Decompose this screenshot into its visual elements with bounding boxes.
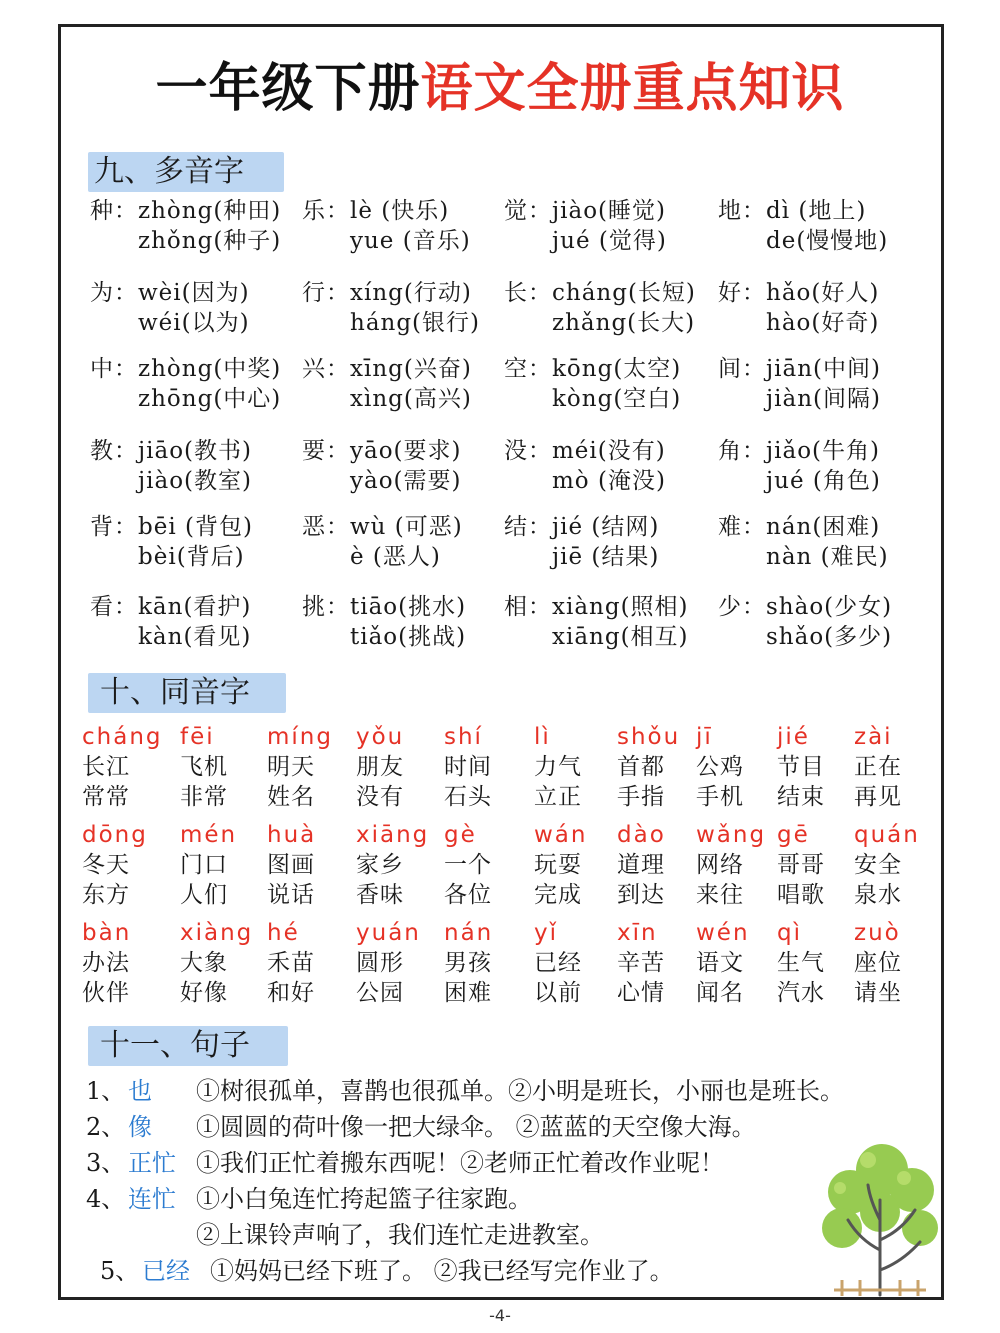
homophone-column: [356, 820, 440, 910]
section-heading-sentences: 十一、句子: [88, 1026, 288, 1066]
polyphone-colon: ：: [114, 514, 137, 540]
homophone-word-2: 立正: [534, 784, 582, 810]
homophone-column: [82, 722, 166, 812]
homophone-word-1: 明天: [267, 754, 315, 780]
homophone-column: [444, 722, 528, 812]
homophone-pinyin: shǒu: [617, 724, 681, 750]
homophone-column: [356, 918, 440, 1008]
homophone-pinyin: yuán: [356, 920, 421, 946]
homophone-column: [534, 722, 618, 812]
polyphone-colon: ：: [528, 356, 551, 382]
homophone-word-2: 常常: [82, 784, 130, 810]
homophone-word-2: 心情: [617, 980, 665, 1006]
sentence-text: ①小白兔连忙挎起篮子往家跑。: [196, 1185, 532, 1213]
polyphone-colon: ：: [742, 514, 765, 540]
polyphone-char: 相: [504, 594, 527, 620]
polyphone-char: 觉: [504, 198, 527, 224]
homophone-word-1: 一个: [444, 852, 492, 878]
sentence-keyword: 像: [128, 1113, 152, 1141]
polyphone-char: 乐: [302, 198, 325, 224]
polyphone-reading-1: kōng(太空): [552, 356, 682, 382]
homophone-word-1: 办法: [82, 950, 130, 976]
homophone-pinyin: dào: [617, 822, 666, 848]
homophone-word-2: 以前: [534, 980, 582, 1006]
polyphone-colon: ：: [326, 514, 349, 540]
sentence-number: 1、: [86, 1077, 126, 1105]
polyphone-reading-1: wù (可恶): [350, 514, 463, 540]
homophone-column: [534, 918, 618, 1008]
polyphone-reading-2: kòng(空白): [552, 386, 682, 412]
polyphone-colon: ：: [326, 280, 349, 306]
polyphone-colon: ：: [528, 198, 551, 224]
polyphone-reading-2: jué (角色): [766, 468, 881, 494]
homophone-pinyin: bàn: [82, 920, 132, 946]
homophone-pinyin: quán: [854, 822, 920, 848]
homophone-column: [696, 918, 780, 1008]
polyphone-char: 行: [302, 280, 325, 306]
homophone-pinyin: xiāng: [356, 822, 430, 848]
homophone-word-2: 手指: [617, 784, 665, 810]
sentence-keyword: 连忙: [128, 1185, 176, 1213]
polyphone-reading-1: jiāo(教书): [138, 438, 252, 464]
polyphone-reading-2: wéi(以为): [138, 310, 250, 336]
homophone-column: [696, 820, 780, 910]
sentence-text: ②上课铃声响了，我们连忙走进教室。: [196, 1221, 604, 1249]
homophone-pinyin: xīn: [617, 920, 658, 946]
homophone-word-2: 东方: [82, 882, 130, 908]
polyphone-reading-2: jiē (结果): [552, 544, 660, 570]
homophone-column: [854, 820, 938, 910]
homophone-pinyin: hé: [267, 920, 300, 946]
homophone-word-2: 再见: [854, 784, 902, 810]
polyphone-char: 教: [90, 438, 113, 464]
homophone-word-1: 大象: [180, 950, 228, 976]
sentence-text: ①圆圆的荷叶像一把大绿伞。 ②蓝蓝的天空像大海。: [196, 1113, 756, 1141]
homophone-column: [444, 820, 528, 910]
homophone-word-1: 时间: [444, 754, 492, 780]
sentence-text: ①树很孤单，喜鹊也很孤单。②小明是班长，小丽也是班长。: [196, 1077, 844, 1105]
homophone-column: [617, 722, 701, 812]
homophone-pinyin: wán: [534, 822, 588, 848]
homophone-column: [854, 722, 938, 812]
homophone-word-1: 长江: [82, 754, 130, 780]
homophone-pinyin: wǎng: [696, 822, 767, 848]
homophone-word-2: 各位: [444, 882, 492, 908]
polyphone-colon: ：: [114, 438, 137, 464]
polyphone-reading-1: xíng(行动): [350, 280, 472, 306]
polyphone-reading-1: jié (结网): [552, 514, 660, 540]
homophone-word-2: 香味: [356, 882, 404, 908]
sentence-number: 4、: [86, 1185, 126, 1213]
polyphone-reading-2: zhǎng(长大): [552, 310, 696, 336]
homophone-column: [696, 722, 780, 812]
homophone-pinyin: zuò: [854, 920, 901, 946]
polyphone-reading-1: cháng(长短): [552, 280, 696, 306]
polyphone-colon: ：: [326, 198, 349, 224]
homophone-word-1: 禾苗: [267, 950, 315, 976]
polyphone-row: [90, 592, 920, 656]
polyphone-reading-2: shǎo(多少): [766, 624, 893, 650]
homophone-word-2: 完成: [534, 882, 582, 908]
homophone-column: [617, 820, 701, 910]
polyphone-reading-2: jiào(教室): [138, 468, 252, 494]
polyphone-colon: ：: [528, 594, 551, 620]
homophone-column: [356, 722, 440, 812]
homophone-pinyin: qì: [777, 920, 802, 946]
polyphone-colon: ：: [742, 356, 765, 382]
polyphone-reading-2: háng(银行): [350, 310, 481, 336]
homophone-word-1: 安全: [854, 852, 902, 878]
homophone-word-1: 冬天: [82, 852, 130, 878]
sentence-number: 3、: [86, 1149, 126, 1177]
homophone-word-1: 正在: [854, 754, 902, 780]
homophone-word-2: 手机: [696, 784, 744, 810]
polyphone-char: 结: [504, 514, 527, 540]
homophone-column: [82, 918, 166, 1008]
homophone-word-1: 门口: [180, 852, 228, 878]
polyphone-reading-1: xiàng(照相): [552, 594, 689, 620]
polyphone-colon: ：: [742, 198, 765, 224]
polyphone-reading-1: méi(没有): [552, 438, 666, 464]
sentence-keyword: 正忙: [128, 1149, 176, 1177]
polyphone-reading-2: nàn (难民): [766, 544, 889, 570]
polyphone-colon: ：: [326, 438, 349, 464]
polyphone-reading-2: zhōng(中心): [138, 386, 282, 412]
tree-icon: [820, 1130, 940, 1300]
homophone-pinyin: cháng: [82, 724, 163, 750]
homophone-word-1: 玩耍: [534, 852, 582, 878]
title-red: 语文全册重点知识: [420, 59, 845, 119]
polyphone-reading-1: jiǎo(牛角): [766, 438, 880, 464]
homophone-pinyin: míng: [267, 724, 333, 750]
sentence-text: ①妈妈已经下班了。 ②我已经写完作业了。: [210, 1257, 674, 1285]
homophone-column: [82, 820, 166, 910]
homophone-word-2: 非常: [180, 784, 228, 810]
homophone-word-2: 伙伴: [82, 980, 130, 1006]
homophone-word-1: 男孩: [444, 950, 492, 976]
homophone-word-1: 辛苦: [617, 950, 665, 976]
polyphone-reading-1: jiān(中间): [766, 356, 881, 382]
polyphone-reading-1: zhòng(种田): [138, 198, 282, 224]
homophone-pinyin: xiàng: [180, 920, 254, 946]
polyphone-reading-1: jiào(睡觉): [552, 198, 666, 224]
homophone-block: [82, 918, 922, 1014]
homophone-pinyin: yǐ: [534, 920, 559, 946]
homophone-pinyin: yǒu: [356, 724, 405, 750]
polyphone-colon: ：: [326, 594, 349, 620]
homophone-pinyin: jī: [696, 724, 713, 750]
sentence-keyword: 已经: [142, 1257, 190, 1285]
polyphone-reading-1: tiāo(挑水): [350, 594, 467, 620]
polyphone-char: 没: [504, 438, 527, 464]
polyphone-reading-2: bèi(背后): [138, 544, 245, 570]
polyphone-char: 兴: [302, 356, 325, 382]
polyphone-char: 种: [90, 198, 113, 224]
polyphone-reading-2: jiàn(间隔): [766, 386, 881, 412]
homophone-pinyin: huà: [267, 822, 317, 848]
homophone-word-1: 网络: [696, 852, 744, 878]
polyphone-colon: ：: [742, 280, 765, 306]
homophone-word-1: 朋友: [356, 754, 404, 780]
homophone-column: [854, 918, 938, 1008]
polyphone-reading-1: wèi(因为): [138, 280, 250, 306]
homophone-word-1: 节目: [777, 754, 825, 780]
polyphone-char: 难: [718, 514, 741, 540]
polyphone-reading-1: kān(看护): [138, 594, 252, 620]
polyphone-row: [90, 196, 920, 260]
homophone-word-1: 图画: [267, 852, 315, 878]
polyphone-colon: ：: [528, 280, 551, 306]
polyphone-char: 空: [504, 356, 527, 382]
polyphone-reading-1: shào(少女): [766, 594, 893, 620]
polyphone-reading-2: kàn(看见): [138, 624, 252, 650]
polyphone-char: 地: [718, 198, 741, 224]
homophone-column: [267, 918, 351, 1008]
polyphone-colon: ：: [742, 438, 765, 464]
polyphone-reading-1: nán(困难): [766, 514, 881, 540]
title-black: 一年级下册: [155, 59, 421, 119]
homophone-word-2: 姓名: [267, 784, 315, 810]
polyphone-reading-2: tiǎo(挑战): [350, 624, 467, 650]
polyphone-colon: ：: [114, 280, 137, 306]
homophone-column: [617, 918, 701, 1008]
polyphone-row: [90, 278, 920, 342]
sentence-number: 2、: [86, 1113, 126, 1141]
polyphone-char: 看: [90, 594, 113, 620]
polyphone-reading-2: mò (淹没): [552, 468, 666, 494]
homophone-pinyin: shí: [444, 724, 483, 750]
polyphone-colon: ：: [742, 594, 765, 620]
homophone-column: [180, 918, 264, 1008]
polyphone-reading-1: dì (地上): [766, 198, 867, 224]
sentence-keyword: 也: [128, 1077, 152, 1105]
homophone-pinyin: nán: [444, 920, 494, 946]
polyphone-char: 中: [90, 356, 113, 382]
homophone-word-2: 和好: [267, 980, 315, 1006]
polyphone-colon: ：: [114, 594, 137, 620]
homophone-pinyin: jié: [777, 724, 810, 750]
polyphone-row: [90, 354, 920, 418]
homophone-column: [180, 722, 264, 812]
homophone-column: [180, 820, 264, 910]
page-number: -4-: [489, 1306, 511, 1325]
polyphone-reading-1: hǎo(好人): [766, 280, 880, 306]
polyphone-char: 好: [718, 280, 741, 306]
homophone-word-2: 来往: [696, 882, 744, 908]
polyphone-row: [90, 512, 920, 576]
homophone-word-1: 语文: [696, 950, 744, 976]
homophone-pinyin: zài: [854, 724, 893, 750]
polyphone-colon: ：: [114, 356, 137, 382]
homophone-column: [267, 722, 351, 812]
homophone-pinyin: gē: [777, 822, 810, 848]
sentence-text: ①我们正忙着搬东西呢！②老师正忙着改作业呢！: [196, 1149, 724, 1177]
homophone-column: [777, 722, 861, 812]
homophone-pinyin: dōng: [82, 822, 148, 848]
homophone-column: [267, 820, 351, 910]
polyphone-char: 挑: [302, 594, 325, 620]
homophone-word-2: 结束: [777, 784, 825, 810]
homophone-column: [777, 820, 861, 910]
homophone-word-2: 没有: [356, 784, 404, 810]
polyphone-char: 间: [718, 356, 741, 382]
section-heading-homophones: 十、同音字: [88, 673, 286, 713]
sentence-number: 5、: [100, 1257, 140, 1285]
homophone-block: [82, 820, 922, 916]
polyphone-char: 恶: [302, 514, 325, 540]
homophone-pinyin: gè: [444, 822, 477, 848]
polyphone-reading-2: xìng(高兴): [350, 386, 472, 412]
polyphone-reading-2: xiāng(相互): [552, 624, 689, 650]
polyphone-colon: ：: [528, 438, 551, 464]
page-title: [0, 54, 1000, 124]
polyphone-reading-2: de(慢慢地): [766, 228, 889, 254]
polyphone-reading-1: zhòng(中奖): [138, 356, 282, 382]
homophone-word-2: 泉水: [854, 882, 902, 908]
polyphone-reading-2: yue (音乐): [350, 228, 471, 254]
section-heading-polyphones: 九、多音字: [88, 152, 284, 192]
polyphone-colon: ：: [326, 356, 349, 382]
homophone-word-2: 人们: [180, 882, 228, 908]
homophone-column: [444, 918, 528, 1008]
homophone-pinyin: lì: [534, 724, 551, 750]
homophone-word-1: 生气: [777, 950, 825, 976]
homophone-word-1: 哥哥: [777, 852, 825, 878]
polyphone-colon: ：: [114, 198, 137, 224]
homophone-pinyin: mén: [180, 822, 238, 848]
polyphone-reading-2: hào(好奇): [766, 310, 880, 336]
homophone-column: [534, 820, 618, 910]
polyphone-char: 为: [90, 280, 113, 306]
homophone-word-2: 说话: [267, 882, 315, 908]
homophone-word-1: 道理: [617, 852, 665, 878]
homophone-word-1: 座位: [854, 950, 902, 976]
polyphone-colon: ：: [528, 514, 551, 540]
polyphone-reading-1: xīng(兴奋): [350, 356, 472, 382]
polyphone-char: 长: [504, 280, 527, 306]
homophone-word-2: 闻名: [696, 980, 744, 1006]
homophone-pinyin: fēi: [180, 724, 215, 750]
homophone-word-2: 困难: [444, 980, 492, 1006]
polyphone-reading-2: jué (觉得): [552, 228, 667, 254]
polyphone-char: 要: [302, 438, 325, 464]
polyphone-row: [90, 436, 920, 500]
homophone-word-1: 家乡: [356, 852, 404, 878]
homophone-block: [82, 722, 922, 818]
homophone-word-2: 公园: [356, 980, 404, 1006]
homophone-word-1: 飞机: [180, 754, 228, 780]
homophone-word-1: 首都: [617, 754, 665, 780]
polyphone-reading-2: è (恶人): [350, 544, 441, 570]
polyphone-char: 背: [90, 514, 113, 540]
polyphone-char: 角: [718, 438, 741, 464]
polyphone-reading-1: lè (快乐): [350, 198, 450, 224]
homophone-word-2: 汽水: [777, 980, 825, 1006]
homophone-word-1: 力气: [534, 754, 582, 780]
homophone-word-2: 请坐: [854, 980, 902, 1006]
homophone-column: [777, 918, 861, 1008]
polyphone-reading-1: bēi (背包): [138, 514, 253, 540]
homophone-word-2: 唱歌: [777, 882, 825, 908]
polyphone-reading-2: yào(需要): [350, 468, 462, 494]
homophone-word-2: 好像: [180, 980, 228, 1006]
polyphone-reading-2: zhǒng(种子): [138, 228, 282, 254]
homophone-word-2: 石头: [444, 784, 492, 810]
polyphone-char: 少: [718, 594, 741, 620]
homophone-word-2: 到达: [617, 882, 665, 908]
polyphone-reading-1: yāo(要求): [350, 438, 462, 464]
homophone-word-1: 公鸡: [696, 754, 744, 780]
homophone-pinyin: wén: [696, 920, 750, 946]
homophone-word-1: 圆形: [356, 950, 404, 976]
homophone-word-1: 已经: [534, 950, 582, 976]
